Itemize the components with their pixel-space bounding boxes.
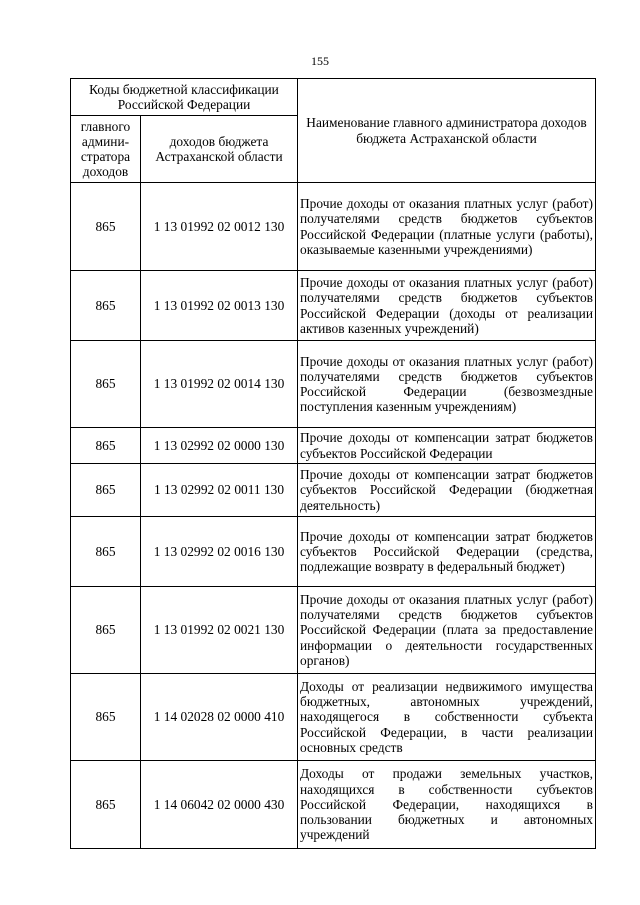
revenue-name-cell: Доходы от реализации недвижимого имущества бюджетных, автономных учреждений, находящегося в собственности субъекта Российской Федерации, в части реализации основных средств xyxy=(298,674,596,761)
header-main-administrator: главного админи-стратора доходов xyxy=(71,116,141,183)
revenue-name-cell: Прочие доходы от оказания платных услуг (работ) получателями средств бюджетов субъектов Российской Федерации (безвозмездные поступления казенным учреждениям) xyxy=(298,341,596,428)
table-row xyxy=(71,587,596,674)
admin-code-cell: 865 xyxy=(71,183,141,271)
table-row xyxy=(71,517,596,587)
table-row xyxy=(71,674,596,761)
revenue-name-cell: Доходы от продажи земельных участков, находящихся в собственности субъектов Российской Федерации, находящихся в пользовании бюджетных и автономных учреждений xyxy=(298,761,596,849)
revenue-code-cell: 1 13 01992 02 0014 130 xyxy=(141,341,298,428)
table-row xyxy=(71,428,596,464)
header-administrator-name: Наименование главного администратора доходов бюджета Астраханской области xyxy=(298,79,596,183)
admin-code-cell: 865 xyxy=(71,464,141,517)
table-row xyxy=(71,464,596,517)
admin-code-cell: 865 xyxy=(71,517,141,587)
revenue-code-cell: 1 13 02992 02 0011 130 xyxy=(141,464,298,517)
admin-code-cell: 865 xyxy=(71,341,141,428)
revenue-code-cell: 1 13 01992 02 0021 130 xyxy=(141,587,298,674)
budget-codes-table xyxy=(70,78,596,849)
revenue-name-cell: Прочие доходы от компенсации затрат бюджетов субъектов Российской Федерации xyxy=(298,428,596,464)
revenue-code-cell: 1 14 06042 02 0000 430 xyxy=(141,761,298,849)
table-row xyxy=(71,183,596,271)
revenue-name-cell: Прочие доходы от компенсации затрат бюджетов субъектов Российской Федерации (средства, подлежащие возврату в федеральный бюджет) xyxy=(298,517,596,587)
admin-code-cell: 865 xyxy=(71,428,141,464)
revenue-code-cell: 1 13 01992 02 0012 130 xyxy=(141,183,298,271)
revenue-name-cell: Прочие доходы от оказания платных услуг (работ) получателями средств бюджетов субъектов Российской Федерации (плата за предоставление информации о деятельности государственных органов) xyxy=(298,587,596,674)
table-header xyxy=(71,79,596,183)
page-number: 155 xyxy=(311,54,329,68)
revenue-code-cell: 1 13 02992 02 0000 130 xyxy=(141,428,298,464)
table-row xyxy=(71,341,596,428)
header-classification-codes: Коды бюджетной классификации Российской Федерации xyxy=(71,79,298,116)
revenue-name-cell: Прочие доходы от оказания платных услуг (работ) получателями средств бюджетов субъектов Российской Федерации (доходы от реализации активов казенных учреждений) xyxy=(298,271,596,341)
table-row xyxy=(71,271,596,341)
revenue-code-cell: 1 14 02028 02 0000 410 xyxy=(141,674,298,761)
revenue-name-cell: Прочие доходы от компенсации затрат бюджетов субъектов Российской Федерации (бюджетная деятельность) xyxy=(298,464,596,517)
admin-code-cell: 865 xyxy=(71,674,141,761)
header-budget-revenue-code: доходов бюджета Астраханской области xyxy=(141,116,298,183)
table-row xyxy=(71,761,596,849)
revenue-name-cell: Прочие доходы от оказания платных услуг (работ) получателями средств бюджетов субъектов Российской Федерации (платные услуги (работы), оказываемые казенными учреждениями) xyxy=(298,183,596,271)
admin-code-cell: 865 xyxy=(71,587,141,674)
revenue-code-cell: 1 13 01992 02 0013 130 xyxy=(141,271,298,341)
revenue-code-cell: 1 13 02992 02 0016 130 xyxy=(141,517,298,587)
admin-code-cell: 865 xyxy=(71,761,141,849)
admin-code-cell: 865 xyxy=(71,271,141,341)
